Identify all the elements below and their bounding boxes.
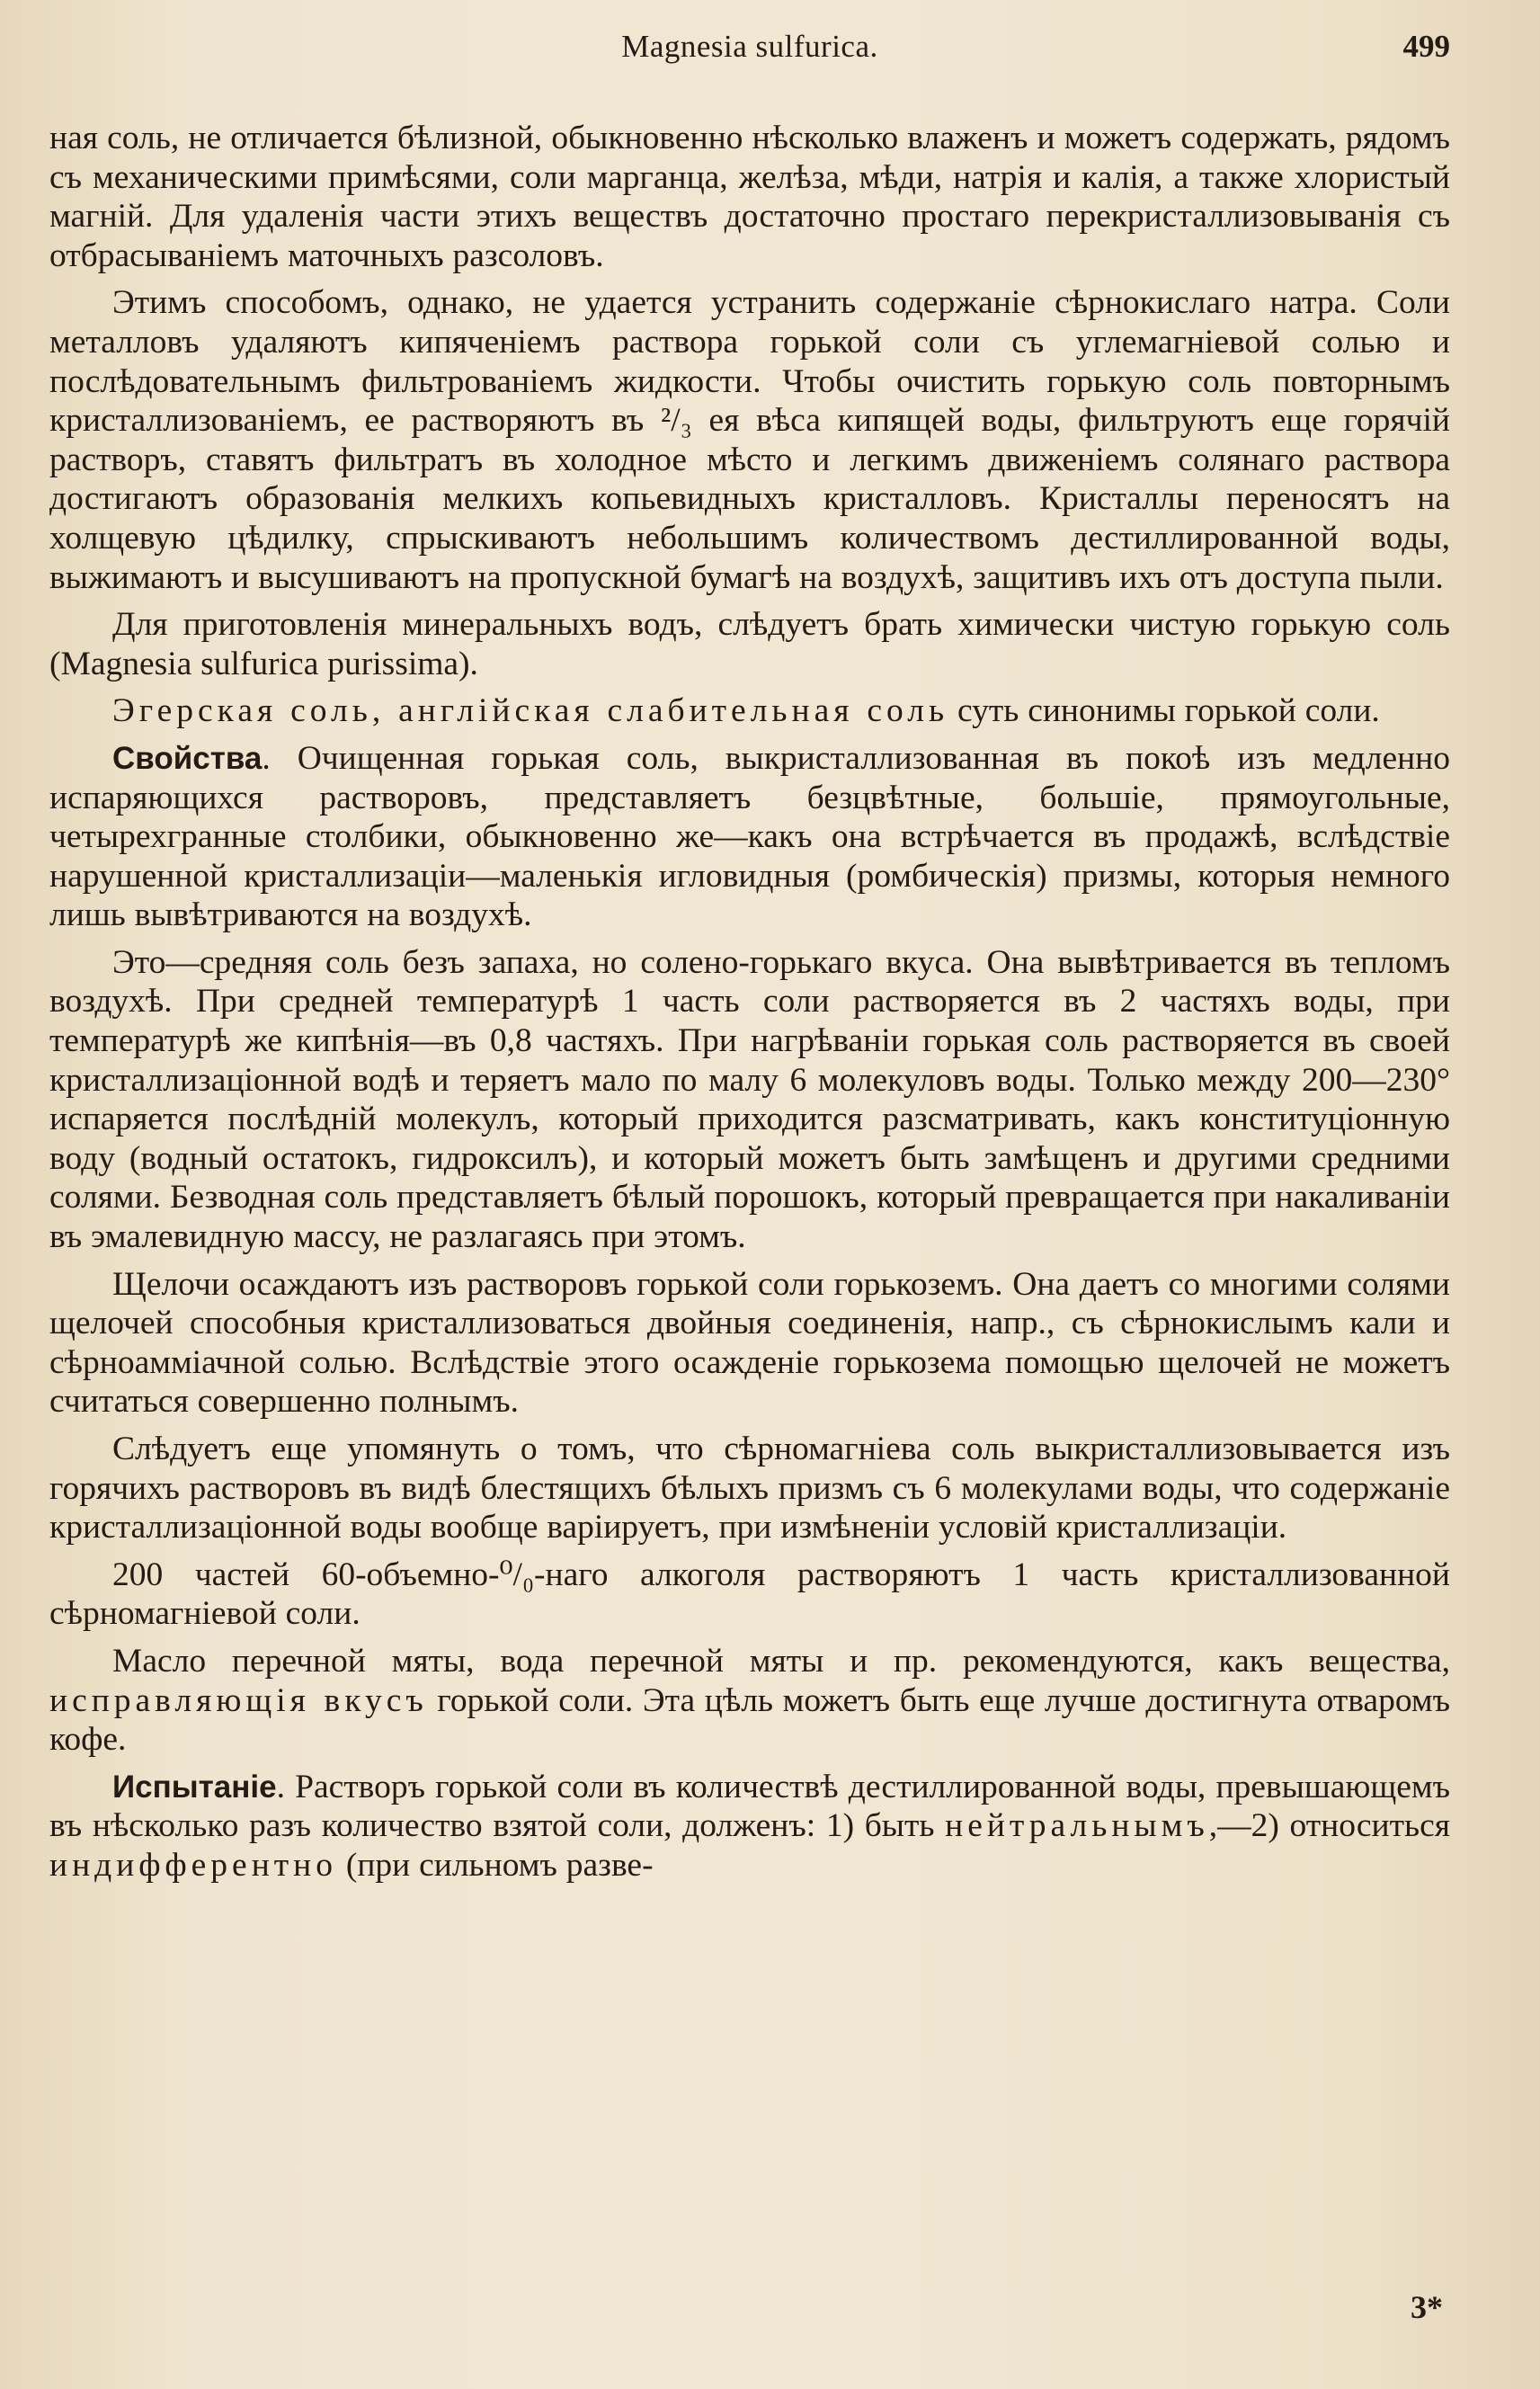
- text-run: суть синонимы горькой соли.: [948, 692, 1380, 730]
- text-run: Этимъ способомъ, однако, не удается устранить содержаніе сѣрнокислаго натра. Соли металловъ удаляютъ кипяченіемъ раствора горькой соли съ углемагніевой солью и послѣдовательнымъ фильтрованіемъ жидкости. Чтобы очистить горькую соль повторнымъ кристаллизованіемъ, ее растворяютъ въ ²/₃ ея вѣса кипящей воды, фильтруютъ еще горячій растворъ, ставятъ фильтратъ въ холодное мѣсто и легкимъ движеніемъ солянаго раствора достигаютъ образованія мелкихъ копьевидныхъ кристалловъ. Кристаллы переносятъ на холщевую цѣдилку, спрыскиваютъ небольшимъ количествомъ дестиллированной воды, выжимаютъ и высушиваютъ на пропускной бумагѣ на воздухѣ, защитивъ ихъ отъ доступа пыли.: [49, 284, 1450, 596]
- text-run: Щелочи осаждаютъ изъ растворовъ горькой соли горькоземъ. Она даетъ со многими солями щелочей способныя кристаллизоваться двойныя соединенія, напр., съ сѣрнокислымъ кали и сѣрноамміачной солью. Вслѣдствіе этого осажденіе горькозема помощью щелочей не можетъ считаться совершенно полнымъ.: [49, 1265, 1450, 1421]
- body-text: [49, 119, 1450, 1885]
- text-run: Для приготовленія минеральныхъ водъ, слѣдуетъ брать химически чистую горькую соль (Magnesia sulfurica purissima).: [49, 606, 1450, 682]
- page-header: [49, 25, 1450, 68]
- text-run: Слѣдуетъ еще упомянуть о томъ, что сѣрномагніева соль выкристаллизовывается изъ горячихъ растворовъ въ видѣ блестящихъ бѣлыхъ призмъ съ 6 молекулами воды, что содержаніе кристаллизаціонной воды вообще варіируетъ, при измѣненіи условій кристаллизаціи.: [49, 1431, 1450, 1547]
- paragraph-mineral-waters: [49, 605, 1450, 683]
- paragraph-taste-correctors: [49, 1642, 1450, 1760]
- paragraph-properties: [49, 739, 1450, 935]
- paragraph-alcohol: [49, 1556, 1450, 1634]
- section-heading-testing: Испытаніе: [112, 1769, 277, 1805]
- text-run: Масло перечной мяты, вода перечной мяты и пр. рекомендуются, какъ вещества,: [112, 1642, 1450, 1680]
- paragraph-alkalis: [49, 1265, 1450, 1422]
- paragraph-continued: [49, 119, 1450, 275]
- section-heading-properties: Свойства: [112, 740, 263, 776]
- paragraph-crystallization: [49, 1430, 1450, 1547]
- signature-mark: 3*: [1411, 2289, 1443, 2325]
- neutral-emphasis: нейтральнымъ: [945, 1807, 1209, 1845]
- paragraph-testing: [49, 1768, 1450, 1885]
- text-run: (при сильномъ разве-: [336, 1846, 654, 1884]
- page-number: 499: [1402, 29, 1450, 64]
- paragraph-neutral-salt: [49, 943, 1450, 1257]
- indifferent-emphasis: индифферентно: [49, 1846, 337, 1884]
- running-title: Magnesia sulfurica.: [621, 29, 878, 64]
- paragraph-purification: [49, 283, 1450, 597]
- text-run: горькой соли. Эта цѣль можетъ быть еще лучше достигнута отваромъ кофе.: [49, 1681, 1450, 1759]
- synonyms-emphasis: Эгерская соль, англійская слабительная соль: [112, 692, 949, 730]
- text-run: . Растворъ горькой соли въ количествѣ дестиллированной воды, превышающемъ въ нѣсколько разъ количество взятой соли, долженъ: 1) быть: [49, 1768, 1450, 1845]
- text-run: Это—средняя соль безъ запаха, но солено-горькаго вкуса. Она вывѣтривается въ тепломъ воздухѣ. При средней температурѣ 1 часть соли растворяется въ 2 частяхъ воды, при температурѣ же кипѣнія—въ 0,8 частяхъ. При нагрѣваніи горькая соль растворяется въ своей кристаллизаціонной водѣ и теряетъ мало по малу 6 молекуловъ воды. Только между 200—230° испаряется послѣдній молекулъ, который приходится разсматривать, какъ конституціонную воду (водный остатокъ, гидроксилъ), и который можетъ быть замѣщенъ и другими средними солями. Безводная соль представляетъ бѣлый порошокъ, который превращается при накаливаніи въ эмалевидную массу, не разлагаясь при этомъ.: [49, 943, 1450, 1256]
- text-run: 200 частей 60-объемно-⁰/₀-наго алкоголя растворяютъ 1 часть кристаллизованной сѣрномагніевой соли.: [49, 1556, 1450, 1633]
- text-run: . Очищенная горькая соль, выкристаллизованная въ покоѣ изъ медленно испаряющихся растворовъ, представляетъ безцвѣтные, большіе, прямоугольные, четырехгранные столбики, обыкновенно же—какъ она встрѣчается въ продажѣ, вслѣдствіе нарушенной кристаллизаціи—маленькія игловидныя (ромбическія) призмы, которыя немного лишь вывѣтриваются на воздухѣ.: [49, 739, 1450, 934]
- text-run: ,—2) относиться: [1208, 1807, 1450, 1845]
- taste-emphasis: исправляющія вкусъ: [49, 1681, 428, 1719]
- text-run: ная соль, не отличается бѣлизной, обыкновенно нѣсколько влаженъ и можетъ содержать, рядомъ съ механическими примѣсями, соли марганца, желѣза, мѣди, натрія и калія, а также хлористый магній. Для удаленія части этихъ веществъ достаточно простаго перекристаллизовыванія съ отбрасываніемъ маточныхъ разсоловъ.: [49, 120, 1450, 274]
- paragraph-synonyms: [49, 691, 1450, 731]
